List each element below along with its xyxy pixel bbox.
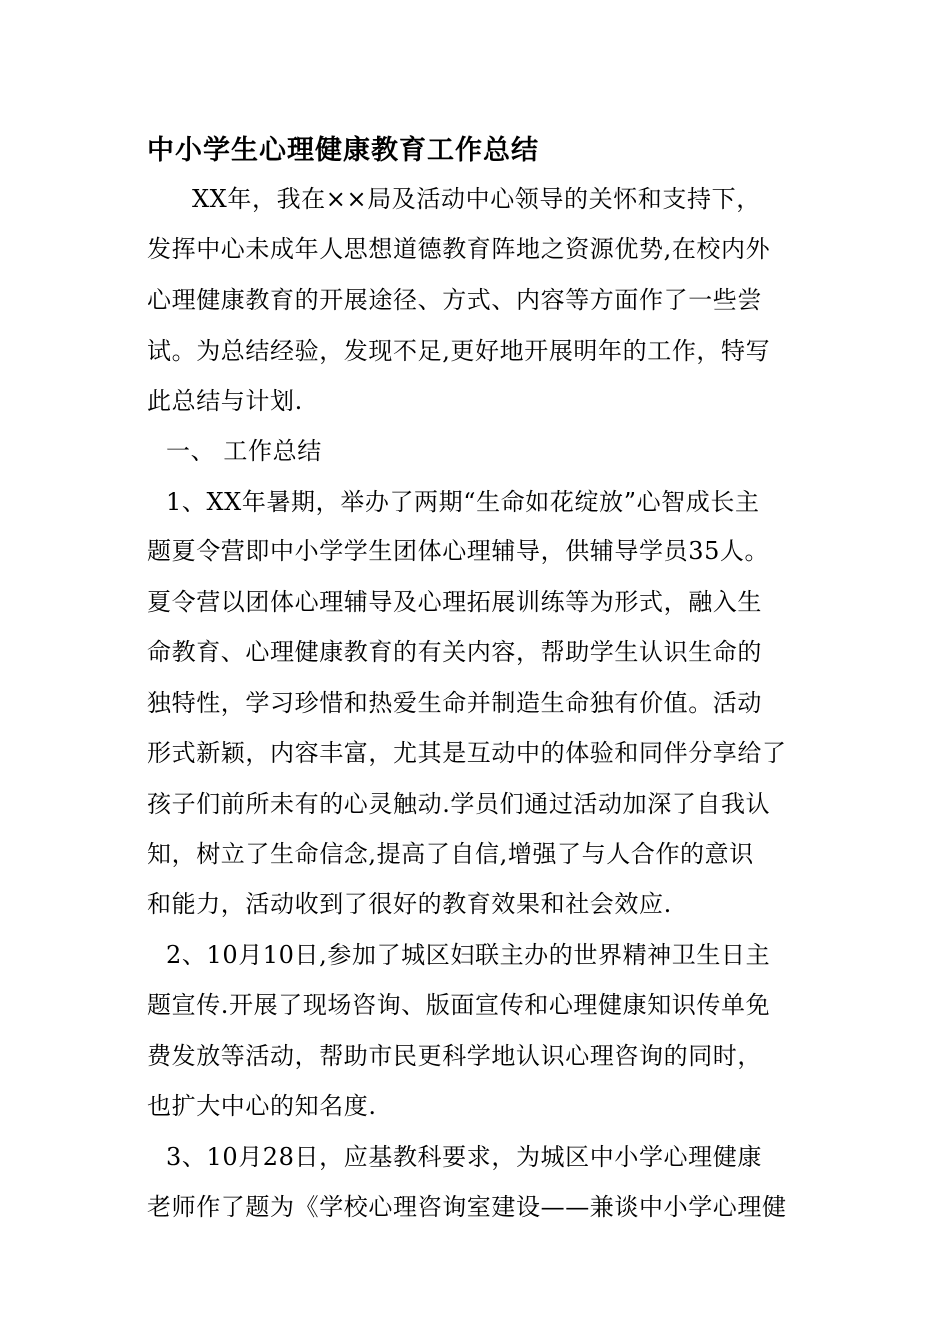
paragraph-line: 2、10月10日,参加了城区妇联主办的世界精神卫生日主 [166,941,771,969]
paragraph-line: 夏令营以团体心理辅导及心理拓展训练等为形式，融入生 [147,588,762,616]
paragraph-line: 此总结与计划. [147,387,303,415]
paragraph-line: 心理健康教育的开展途径、方式、内容等方面作了一些尝 [147,286,762,314]
paragraph-line: 和能力，活动收到了很好的教育效果和社会效应. [147,890,672,918]
paragraph-line: 1、XX年暑期，举办了两期“生命如花绽放”心智成长主 [166,488,760,516]
paragraph-line: 老师作了题为《学校心理咨询室建设——兼谈中小学心理健 [147,1193,787,1221]
paragraph-line: 也扩大中心的知名度. [147,1092,377,1120]
paragraph-line: 独特性，学习珍惜和热爱生命并制造生命独有价值。活动 [147,689,762,717]
paragraph-line: 题宣传.开展了现场咨询、版面宣传和心理健康知识传单免 [147,991,771,1019]
paragraph-line: 知，树立了生命信念,提高了自信,增强了与人合作的意识 [147,840,754,868]
paragraph-line: 题夏令营即中小学学生团体心理辅导，供辅导学员35人。 [147,537,770,565]
paragraph-line: 试。为总结经验，发现不足,更好地开展明年的工作，特写 [147,337,771,365]
paragraph-line: XX年，我在××局及活动中心领导的关怀和支持下， [192,185,761,213]
paragraph-line: 孩子们前所未有的心灵触动.学员们通过活动加深了自我认 [147,790,771,818]
paragraph-line: 3、10月28日，应基教科要求，为城区中小学心理健康 [166,1143,762,1171]
paragraph-line: 命教育、心理健康教育的有关内容，帮助学生认识生命的 [147,638,762,666]
paragraph-line: 发挥中心未成年人思想道德教育阵地之资源优势,在校内外 [147,235,771,263]
paragraph-line: 形式新颖，内容丰富，尤其是互动中的体验和同伴分享给了 [147,739,787,767]
paragraph-line: 费发放等活动，帮助市民更科学地认识心理咨询的同时， [147,1042,762,1070]
section-heading: 一、 工作总结 [166,437,322,465]
document-title: 中小学生心理健康教育工作总结 [147,135,539,166]
